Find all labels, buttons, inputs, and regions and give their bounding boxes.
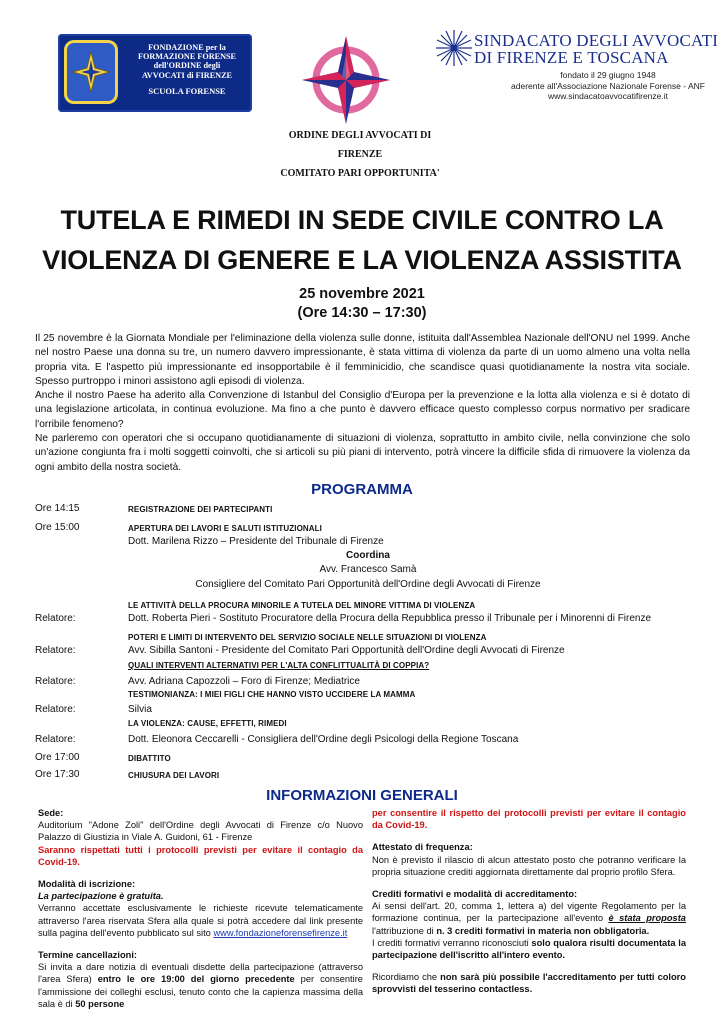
sindacato-subtitle [498, 70, 718, 102]
iscrizione-text: Verranno accettate esclusivamente le richieste ricevute telematicamente attraverso l'area riservata Sfera alla quale si potrà accedere dal link presente sulla pagina dell'evento pubblicato sul sito [38, 903, 363, 938]
crediti-proposed: è stata proposta [608, 913, 686, 924]
fondazione-logo [58, 34, 252, 112]
event-date-block [30, 285, 694, 323]
attestato-text: Non è previsto il rilascio di alcun attestato posto che potranno verificare la propria situazione crediti aggiornata direttamente dal proprio profilo Sfera. [372, 854, 686, 877]
intro-paragraph-2: Anche il nostro Paese ha aderito alla Convenzione di Istanbul del Consiglio d'Europa per la prevenzione e la lotta alla violenza e si è dotato di una legislazione articolata, in continua evoluzione. Ma fino a che punto è davvero efficace questo complesso corpus normativo per sradicare l'orribile fenomeno? [35, 390, 690, 430]
crediti-paragraph [372, 900, 686, 937]
iscrizione-free: La partecipazione è gratuita. [38, 891, 164, 902]
sede-covid-note: Saranno rispettati tutti i protocolli previsti per evitare il contagio da Covid-19. [38, 844, 363, 867]
cancel-text-2: per consentire l'ammissione dei colleghi esclusi, tenuto conto che la capienza massima della sala è di [38, 974, 363, 1009]
program-topic: LA VIOLENZA: CAUSE, EFFETTI, RIMEDI [128, 719, 287, 728]
sindacato-logo [436, 30, 719, 101]
sindacato-title [474, 32, 724, 66]
ricordiamo-note: non sarà più possibile l'accreditamento per tutti coloro sprovvisti del tesserino contactless. [372, 972, 686, 995]
organizer-block [210, 126, 510, 183]
sindacato-founded: fondato il 29 giugno 1948 [560, 70, 656, 80]
sede-label: Sede: [38, 808, 64, 818]
event-title-line2: VIOLENZA DI GENERE E LA VIOLENZA ASSISTITA [42, 245, 682, 275]
intro-text [35, 332, 690, 475]
fondazione-line1: FONDAZIONE per la [148, 43, 226, 52]
info-left-column [38, 807, 363, 1010]
iscrizione-label: Modalità di iscrizione: [38, 879, 136, 890]
program-speaker: Silvia [128, 704, 152, 715]
program-time: Ore 14:15 [35, 503, 80, 514]
informazioni-heading: INFORMAZIONI GENERALI [266, 787, 458, 804]
cancel-covid-note: per consentire il rispetto dei protocolli previsti per evitare il contagio da Covid-19. [372, 808, 686, 831]
crediti-count: n. 3 crediti formativi in materia non obbligatoria. [436, 925, 650, 936]
ricordiamo-paragraph [372, 971, 686, 995]
info-right-column [372, 807, 686, 996]
fondazione-website-link[interactable]: www.fondazioneforensefirenze.it [213, 927, 348, 938]
sindacato-adherent: aderente all'Associazione Nazionale Forense - ANF [511, 80, 705, 91]
program-time: Ore 17:30 [35, 769, 80, 780]
cancellazioni-paragraph [38, 961, 363, 1010]
program-topic: TESTIMONIANZA: I MIEI FIGLI CHE HANNO VISTO UCCIDERE LA MAMMA [128, 690, 416, 699]
relatore-label: Relatore: [35, 645, 76, 656]
cancellazioni-label: Termine cancellazioni: [38, 950, 138, 961]
organizer-line2: FIRENZE [337, 149, 383, 160]
program-speaker: Avv. Sibilla Santoni - Presidente del Comitato Pari Opportunità dell'Ordine degli Avvocati di Firenze [128, 645, 565, 656]
ricordiamo-text: Ricordiamo che [372, 972, 438, 983]
fondazione-shield-icon [64, 40, 118, 104]
coordina-label: Coordina [346, 550, 390, 561]
crediti-text-1: Ai sensi dell'art. 20, comma 1, lettera a) del vigente Regolamento per la formazione continua, per la partecipazione all'evento [372, 901, 686, 924]
fondazione-text [128, 43, 246, 96]
fondazione-line3: dell'ORDINE degli [153, 61, 221, 71]
crediti-label: Crediti formativi e modalità di accreditamento: [372, 889, 578, 900]
fondazione-line4: AVVOCATI di FIRENZE [141, 70, 233, 80]
program-time: Ore 15:00 [35, 522, 80, 533]
cancel-deadline: entro le ore 19:00 del giorno precedente [97, 974, 295, 985]
sede-text: Auditorium "Adone Zoli" dell'Ordine degli Avvocati di Firenze c/o Nuovo Palazzo di Giustizia in Viale A. Guidoni, 61 - Firenze [38, 820, 363, 843]
program-event: CHIUSURA DEI LAVORI [128, 771, 220, 780]
sindacato-title-line1: SINDACATO DEGLI AVVOCATI [474, 31, 719, 50]
program-speaker: Avv. Adriana Capozzoli – Foro di Firenze; Mediatrice [128, 676, 360, 687]
program-time: Ore 17:00 [35, 752, 80, 763]
program-speaker: Dott. Eleonora Ceccarelli - Consigliera dell'Ordine degli Psicologi della Regione Toscana [128, 734, 519, 745]
programma-heading: PROGRAMMA [311, 481, 413, 498]
relatore-label: Relatore: [35, 613, 76, 624]
fondazione-scuola: SCUOLA FORENSE [148, 85, 226, 96]
program-topic: POTERI E LIMITI DI INTERVENTO DEL SERVIZIO SOCIALE NELLE SITUAZIONI DI VIOLENZA [128, 633, 487, 642]
relatore-label: Relatore: [35, 704, 76, 715]
sindacato-star-icon [436, 30, 472, 66]
program-speaker: Dott. Roberta Pieri - Sostituto Procuratore della Procura della Repubblica presso il Tribunale per i Minorenni di Firenze [128, 613, 652, 624]
program-topic: QUALI INTERVENTI ALTERNATIVI PER L'ALTA CONFLITTUALITÀ DI COPPIA? [128, 661, 430, 670]
sindacato-title-line2: DI FIRENZE E TOSCANA [474, 48, 669, 67]
sindacato-website[interactable]: www.sindacatoavvocatifirenze.it [547, 91, 668, 101]
relatore-label: Relatore: [35, 676, 76, 687]
event-title [30, 200, 694, 280]
crediti-text-2: l'attribuzione di [372, 925, 434, 936]
program-speaker: Dott. Marilena Rizzo – Presidente del Tribunale di Firenze [128, 536, 384, 547]
intro-paragraph-1: Il 25 novembre è la Giornata Mondiale per l'eliminazione della violenza sulle donne, istituita dall'Assemblea Nazionale dell'ONU nel 1999. Anche nel nostro Paese una donna su tre, un numero davvero impressionante, è stata vittima di violenza da parte di un uomo almeno una volta nella propria vita. E l'aspetto più impressionante ed insopportabile è il femminicidio, che scandisce quasi quotidianamente la nostra vita sociale. Spesso purtroppo i minori assistono agli episodi di violenza. [35, 333, 690, 387]
event-time: (Ore 14:30 – 17:30) [297, 305, 427, 321]
coordina-role: Consigliere del Comitato Pari Opportunità dell'Ordine degli Avvocati di Firenze [195, 579, 541, 590]
attestato-label: Attestato di frequenza: [372, 842, 473, 853]
organizer-line1: ORDINE DEGLI AVVOCATI DI [288, 130, 432, 141]
program-event: DIBATTITO [128, 754, 171, 763]
fondazione-line2: FORMAZIONE FORENSE [137, 52, 237, 62]
iscrizione-paragraph [38, 902, 363, 939]
crediti-paragraph-2 [372, 937, 686, 961]
cancel-text-1: Si invita a dare notizia di eventuali disdette della partecipazione (attraverso l'area Sfera) [38, 962, 363, 985]
cancel-capacity: 50 persone [75, 998, 125, 1009]
program-event: REGISTRAZIONE DEI PARTECIPANTI [128, 505, 273, 514]
crediti-condition: solo qualora risulti documentata la partecipazione dell'iscritto all'intero evento. [372, 937, 686, 961]
relatore-label: Relatore: [35, 734, 76, 745]
intro-paragraph-3: Ne parleremo con operatori che si occupano quotidianamente di situazioni di violenza, soprattutto in ambito civile, nella convinzione che solo un'azione congiunta fra i molti soggetti coinvolti, che si articoli su più piani di intervento, potrà vincere la difficile sfida di rimuovere la violenza da ogni ambito della nostra società. [35, 433, 690, 473]
coordina-name: Avv. Francesco Samà [319, 564, 417, 575]
compass-rose-icon [300, 34, 392, 126]
program-topic: LE ATTIVITÀ DELLA PROCURA MINORILE A TUTELA DEL MINORE VITTIMA DI VIOLENZA [128, 601, 476, 610]
event-date: 25 novembre 2021 [299, 286, 425, 302]
organizer-line3: COMITATO PARI OPPORTUNITA' [280, 168, 440, 179]
program-event: APERTURA DEI LAVORI E SALUTI ISTITUZIONALI [128, 524, 322, 533]
event-title-line1: TUTELA E RIMEDI IN SEDE CIVILE CONTRO LA [60, 205, 664, 235]
crediti-text-3: I crediti formativi verranno riconosciuti [372, 937, 529, 948]
